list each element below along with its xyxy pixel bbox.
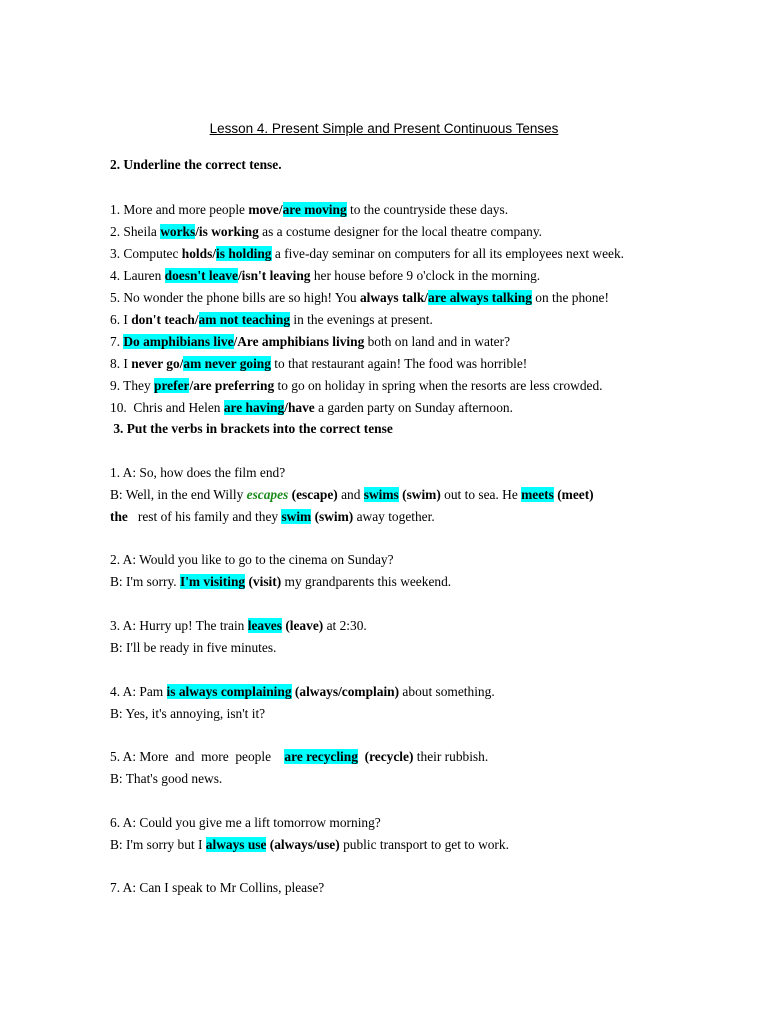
text-run: rest of his family and they [127, 509, 282, 524]
text-run: 10. Chris and Helen [110, 400, 224, 415]
text-run [358, 749, 365, 764]
text-run: / [237, 268, 242, 283]
dialogue-2-line-b [110, 574, 451, 590]
exercise-2-item-6 [110, 312, 433, 328]
exercise-2-item-1 [110, 202, 508, 218]
exercise-2-item-2 [110, 224, 542, 240]
text-run: have [287, 400, 315, 415]
text-run: as a costume designer for the local theatre company. [258, 224, 543, 239]
text-run: / [179, 356, 184, 371]
text-run: move [248, 202, 279, 217]
lesson-title: Lesson 4. Present Simple and Present Continuous Tenses [209, 121, 559, 136]
text-run: don't teach [131, 312, 195, 327]
text-run: 3. Computec [110, 246, 182, 261]
text-run: (leave) [285, 618, 324, 633]
text-run: to that restaurant again! The food was horrible! [270, 356, 528, 371]
text-run: B: Well, in the end Willy [110, 487, 247, 502]
text-run: are always talking [428, 290, 532, 305]
exercise-2-item-3 [110, 246, 624, 262]
text-run: at 2:30. [323, 618, 367, 633]
text-run: about something. [399, 684, 495, 699]
dialogue-7-line-a: 7. A: Can I speak to Mr Collins, please? [110, 880, 325, 895]
text-run: B: I'm sorry. [110, 574, 180, 589]
text-run: 5. A: More and more people [110, 749, 285, 764]
text-run: swim [281, 509, 312, 524]
text-run: / [284, 400, 288, 415]
text-run: are recycling [284, 749, 358, 764]
text-run: holds [181, 246, 213, 261]
text-run: public transport to get to work. [339, 837, 509, 852]
text-run: (always/use) [269, 837, 340, 852]
text-run: never go [131, 356, 180, 371]
text-run: / [195, 224, 199, 239]
exercise-2-item-7 [110, 334, 510, 350]
text-run: 3. A: Hurry up! The train [110, 618, 248, 633]
exercise-2-item-4 [110, 268, 540, 284]
text-run: on the phone! [531, 290, 609, 305]
text-run: to go on holiday in spring when the resorts are less crowded. [274, 378, 603, 393]
text-run: out to sea. He [440, 487, 522, 502]
text-run: works [160, 224, 196, 239]
section-2-heading [110, 157, 282, 173]
text-run: isn't leaving [241, 268, 311, 283]
dialogue-3-line-a [110, 618, 367, 634]
text-run: my grandparents this weekend. [281, 574, 452, 589]
section-2-heading-text: . Underline the correct tense. [116, 157, 282, 172]
text-run: I'm visiting [179, 574, 246, 589]
text-run: swims [363, 487, 399, 502]
text-run: am never going [183, 356, 271, 371]
text-run: to the countryside these days. [346, 202, 509, 217]
text-run: Are amphibians living [237, 334, 365, 349]
exercise-2-item-10 [110, 400, 513, 416]
text-run: the [110, 509, 128, 524]
dialogue-6-line-b [110, 837, 509, 853]
text-run: doesn't leave [164, 268, 238, 283]
text-run: is always complaining [166, 684, 292, 699]
text-run: 5. No wonder the phone bills are so high! You [110, 290, 360, 305]
text-run: is working [198, 224, 259, 239]
text-run: (swim) [314, 509, 354, 524]
section-2-number: 2 [110, 157, 117, 172]
dialogue-3-line-b: B: I'll be ready in five minutes. [110, 640, 277, 655]
text-run: her house before 9 o'clock in the morning. [310, 268, 541, 283]
text-run: a five-day seminar on computers for all its employees next week. [271, 246, 625, 261]
text-run: 4. A: Pam [110, 684, 167, 699]
text-run: 9. They [110, 378, 155, 393]
dialogue-6-line-a: 6. A: Could you give me a lift tomorrow morning? [110, 815, 381, 830]
text-run: prefer [154, 378, 190, 393]
text-run: are moving [282, 202, 347, 217]
text-run: / [194, 312, 199, 327]
text-run: a garden party on Sunday afternoon. [314, 400, 513, 415]
text-run: (meet) [557, 487, 594, 502]
text-run: their rubbish. [413, 749, 489, 764]
text-run: / [233, 334, 238, 349]
text-run: is holding [216, 246, 272, 261]
dialogue-5-line-a [110, 749, 488, 765]
text-run: / [212, 246, 217, 261]
text-run: 8. I [110, 356, 132, 371]
text-run: leaves [247, 618, 282, 633]
text-run: meets [521, 487, 554, 502]
text-run: B: I'm sorry but I [110, 837, 206, 852]
text-run: am not teaching [198, 312, 291, 327]
dialogue-2-line-a: 2. A: Would you like to go to the cinema on Sunday? [110, 552, 394, 567]
text-run: 2. Sheila [110, 224, 161, 239]
dialogue-1-line-c [110, 509, 435, 525]
text-run: away together. [353, 509, 435, 524]
text-run: / [424, 290, 429, 305]
text-run: are having [223, 400, 285, 415]
text-run: always talk [359, 290, 425, 305]
text-run: escape) [296, 487, 338, 502]
dialogue-1-line-a: 1. A: So, how does the film end? [110, 465, 286, 480]
exercise-2-item-8 [110, 356, 527, 372]
text-run: (recycle) [364, 749, 414, 764]
text-run: (visit) [248, 574, 282, 589]
text-run: and [337, 487, 364, 502]
text-run: both on land and in water? [364, 334, 511, 349]
text-run: / [278, 202, 283, 217]
text-run: (always/complain) [294, 684, 400, 699]
text-run: (swim) [402, 487, 441, 502]
text-run: 6. I [110, 312, 132, 327]
dialogue-1-line-b [110, 487, 594, 503]
exercise-2-item-5 [110, 290, 609, 306]
text-run: ( [288, 487, 297, 502]
text-run: escapes [246, 487, 289, 502]
text-run: 7. [110, 334, 124, 349]
dialogue-4-line-b: B: Yes, it's annoying, isn't it? [110, 706, 266, 721]
text-run: / [189, 378, 194, 393]
text-run: 4. Lauren [110, 268, 165, 283]
text-run: 1. More and more people [110, 202, 249, 217]
section-3-heading: 3. Put the verbs in brackets into the correct tense [110, 421, 393, 436]
dialogue-5-line-b: B: That's good news. [110, 771, 223, 786]
dialogue-4-line-a [110, 684, 495, 700]
text-run: are preferring [193, 378, 275, 393]
text-run: always use [205, 837, 267, 852]
text-run: Do amphibians live [123, 334, 234, 349]
exercise-2-item-9 [110, 378, 603, 394]
text-run: in the evenings at present. [290, 312, 433, 327]
